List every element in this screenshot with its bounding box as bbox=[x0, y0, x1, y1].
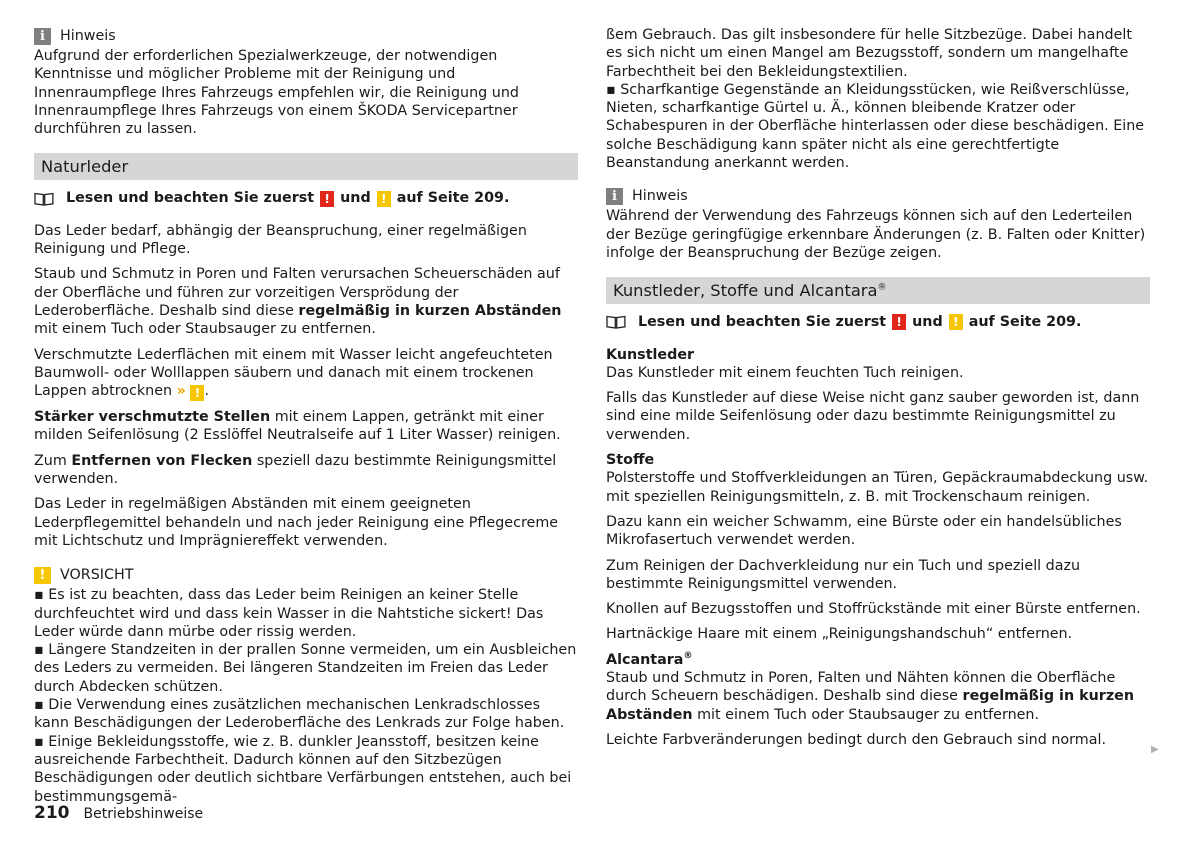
info-icon: i bbox=[34, 28, 51, 45]
left-column bbox=[34, 26, 578, 806]
read-and: und bbox=[340, 190, 371, 207]
danger-icon: ! bbox=[892, 314, 906, 330]
book-icon bbox=[34, 192, 54, 206]
caution-continued: ßem Gebrauch. Das gilt insbesondere für helle Sitzbezüge. Dabei handelt es sich nicht um einen Mangel am Bezugsstoff, sondern um mangelhafte Farbechtheit bei den Bekleidungstextilien. bbox=[606, 27, 1132, 80]
read-suffix: auf Seite 209. bbox=[968, 314, 1082, 331]
note-text: Während der Verwendung des Fahrzeugs können sich auf den Lederteilen der Bezüge geringfügige erkennbare Änderungen (z. B. Falten oder Knitter) infolge der Beanspruchung der Bezüge zeigen. bbox=[606, 208, 1146, 261]
read-prefix: Lesen und beachten Sie zuerst bbox=[638, 314, 887, 331]
section-heading-naturleder: Naturleder bbox=[34, 153, 578, 180]
read-and: und bbox=[912, 314, 943, 331]
subheading-stoffe: Stoffe bbox=[606, 452, 655, 469]
right-column bbox=[606, 26, 1150, 756]
caution-item: ▪ Die Verwendung eines zusätzlichen mechanischen Lenkradschlosses kann Beschädigungen der Lederoberfläche des Lenkrads zur Folge haben. bbox=[34, 697, 565, 732]
paragraph: Stärker verschmutzte Stellen mit einem Lappen, getränkt mit einer milden Seifenlösung (2 Esslöffel Neutralseife auf 1 Liter Wasser) reinigen. bbox=[34, 409, 561, 444]
subheading-kunstleder: Kunstleder bbox=[606, 346, 695, 363]
paragraph: Polsterstoffe und Stoffverkleidungen an Türen, Gepäckraumabdeckung usw. mit speziellen Reinigungsmitteln, z. B. mit Trockenschaum reinigen. bbox=[606, 470, 1149, 505]
read-first-reference bbox=[34, 189, 578, 207]
note-title: Hinweis bbox=[60, 27, 116, 44]
caution-icon: ! bbox=[377, 191, 391, 207]
caution-icon: ! bbox=[949, 314, 963, 330]
danger-icon: ! bbox=[320, 191, 334, 207]
caution-item: ▪ Längere Standzeiten in der prallen Sonne vermeiden, um ein Ausbleichen des Leders zu vermeiden. Bei längeren Standzeiten im Freien das Leder durch Abdecken schützen. bbox=[34, 642, 577, 695]
caution-box bbox=[34, 565, 578, 806]
note-title: Hinweis bbox=[632, 188, 688, 205]
caution-title: VORSICHT bbox=[60, 567, 134, 584]
paragraph: Staub und Schmutz in Poren, Falten und Nähten können die Oberfläche durch Scheuern beschädigen. Deshalb sind diese regelmäßig in kurzen Abständen mit einem Tuch oder Staubsauger zu entfernen. bbox=[606, 670, 1135, 723]
continue-arrow-icon: ▶ bbox=[1151, 744, 1159, 755]
paragraph: Das Kunstleder mit einem feuchten Tuch reinigen. bbox=[606, 364, 964, 381]
note-header bbox=[606, 186, 1150, 206]
book-icon bbox=[606, 315, 626, 329]
caution-icon: ! bbox=[34, 567, 51, 584]
page-number: 210 bbox=[34, 803, 70, 823]
section-heading-kunstleder: Kunstleder, Stoffe und Alcantara® bbox=[606, 277, 1150, 304]
paragraph: Das Leder bedarf, abhängig der Beanspruchung, einer regelmäßigen Reinigung und Pflege. bbox=[34, 222, 527, 258]
note-header bbox=[34, 26, 578, 46]
paragraph: Falls das Kunstleder auf diese Weise nicht ganz sauber geworden ist, dann sind eine milde Seifenlösung oder dazu bestimmte Reinigungsmittel zu verwenden. bbox=[606, 390, 1140, 443]
paragraph: Hartnäckige Haare mit einem „Reinigungshandschuh“ entfernen. bbox=[606, 626, 1073, 643]
page-footer bbox=[34, 804, 203, 823]
note-box-hinweis bbox=[606, 186, 1150, 262]
caution-icon[interactable]: ! bbox=[190, 385, 204, 401]
caution-item: ▪ Einige Bekleidungsstoffe, wie z. B. dunkler Jeansstoff, besitzen keine ausreichende Farbechtheit. Dadurch können auf den Sitzbezügen Beschädigungen oder deutlich sichtbare Verfärbungen entstehen, auch bei bestimmungsgemä- bbox=[34, 733, 572, 805]
paragraph: Das Leder in regelmäßigen Abständen mit einem geeigneten Lederpflegemittel behandeln und nach jeder Reinigung eine Pflegecreme mit Lichtschutz und Imprägniereffekt verwenden. bbox=[34, 496, 559, 549]
caution-item: ▪ Es ist zu beachten, dass das Leder beim Reinigen an keiner Stelle durchfeuchtet wird und dass kein Wasser in die Nahtstiche sickert! Das Leder würde dann mürbe oder rissig werden. bbox=[34, 587, 544, 640]
cross-reference-arrow[interactable]: » bbox=[176, 383, 186, 400]
paragraph: Verschmutzte Lederflächen mit einem mit Wasser leicht angefeuchteten Baumwoll- oder Wolllappen säubern und danach mit einem trockenen Lappen abtrocknen » ! . bbox=[34, 346, 553, 401]
read-suffix: auf Seite 209. bbox=[396, 190, 510, 207]
paragraph: Zum Entfernen von Flecken speziell dazu bestimmte Reinigungsmittel verwenden. bbox=[34, 452, 557, 488]
note-box-hinweis bbox=[34, 26, 578, 138]
info-icon: i bbox=[606, 188, 623, 205]
paragraph: Leichte Farbveränderungen bedingt durch den Gebrauch sind normal. bbox=[606, 731, 1106, 748]
subheading-alcantara: Alcantara® bbox=[606, 650, 693, 668]
caution-item: ▪ Scharfkantige Gegenstände an Kleidungsstücken, wie Reißverschlüsse, Nieten, scharfkantige Gürtel u. Ä., können bleibende Kratzer oder Schabespuren in der Oberfläche hinterlassen oder diese beschädigen. Eine solche Beschädigung kann später nicht als eine gerechtfertigte Beanstandung anerkannt werden. bbox=[606, 81, 1145, 172]
caution-header bbox=[34, 565, 578, 585]
read-first-reference bbox=[606, 313, 1150, 331]
chapter-title: Betriebshinweise bbox=[83, 806, 204, 822]
paragraph: Staub und Schmutz in Poren und Falten verursachen Scheuerschäden auf der Oberfläche und führen zur vorzeitigen Versprödung der Lederoberfläche. Deshalb sind diese regelmäßig in kurzen Abständen mit einem Tuch oder Staubsauger zu entfernen. bbox=[34, 266, 562, 338]
read-prefix: Lesen und beachten Sie zuerst bbox=[66, 190, 315, 207]
paragraph: Knollen auf Bezugsstoffen und Stoffrückstände mit einer Bürste entfernen. bbox=[606, 601, 1141, 618]
paragraph: Dazu kann ein weicher Schwamm, eine Bürste oder ein handelsübliches Mikrofasertuch verwendet werden. bbox=[606, 513, 1122, 549]
note-text: Aufgrund der erforderlichen Spezialwerkzeuge, der notwendigen Kenntnisse und möglicher Probleme mit der Reinigung und Innenraumpflege Ihres Fahrzeugs empfehlen wir, die Reinigung und Innenraumpflege Ihres Fahrzeugs von einem ŠKODA Servicepartner durchführen zu lassen. bbox=[34, 48, 519, 138]
paragraph: Zum Reinigen der Dachverkleidung nur ein Tuch und speziell dazu bestimmte Reinigungsmittel verwenden. bbox=[606, 557, 1081, 592]
